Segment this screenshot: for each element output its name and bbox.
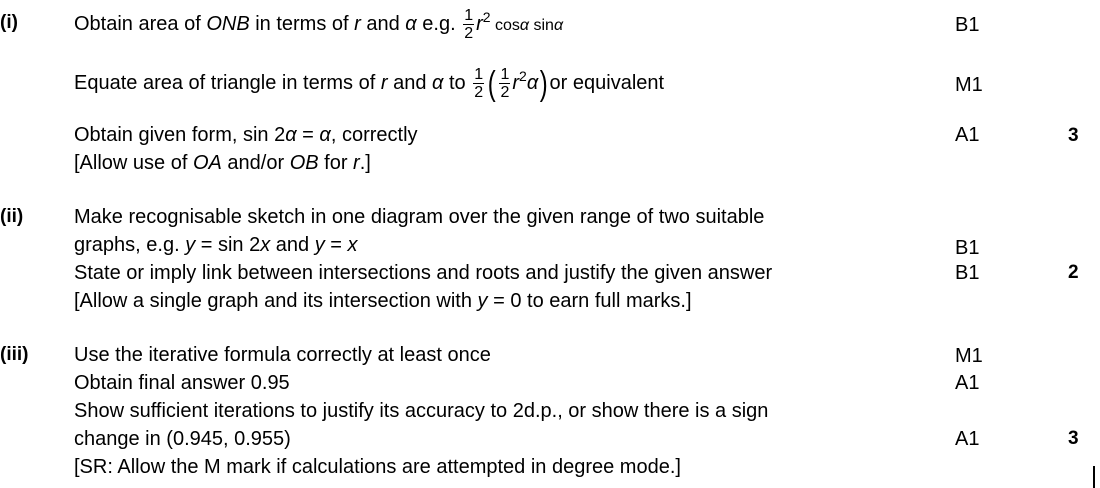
part-ii-line-4: [Allow a single graph and its intersection with y = 0 to earn full marks.] [74,290,692,312]
part-iii-line-2: Obtain final answer 0.95 [74,372,290,394]
text-cursor [1093,466,1095,488]
left-paren: ( [487,64,496,103]
right-paren: ) [539,64,548,103]
part-i-line-2: Equate area of triangle in terms of r and α to $\frac{1}{2}$ ( $\frac{1}{2}$ $r^2\alpha)or$ equivalent [74,64,665,103]
mark-iii-3: A1 [955,428,980,450]
part-i-line-1: Obtain area of ONB in terms of r and α e.g. $\frac{1}{2}$ $r^2$ cosα sinα [74,7,564,43]
total-i: 3 [1068,125,1079,146]
part-label-ii: (ii) [0,206,24,227]
part-label-i: (i) [0,12,18,33]
part-ii-line-1: Make recognisable sketch in one diagram over the given range of two suitable [74,206,765,228]
mark-ii-2: B1 [955,262,980,284]
part-iii-line-5: [SR: Allow the M mark if calculations are attempted in degree mode.] [74,456,681,478]
mark-iii-2: A1 [955,372,980,394]
part-ii-line-2: graphs, e.g. y = sin 2x and y = x [74,234,358,256]
part-i-line-3: Obtain given form, sin 2α = α, correctly [74,124,418,146]
total-iii: 3 [1068,428,1079,449]
mark-iii-1: M1 [955,345,983,367]
part-ii-line-3: State or imply link between intersections and roots and justify the given answer [74,262,773,284]
part-iii-line-1: Use the iterative formula correctly at least once [74,344,491,366]
mark-ii-1: B1 [955,237,980,259]
mark-i-3: A1 [955,124,980,146]
part-label-iii: (iii) [0,344,29,365]
fraction-half-inner: $\frac{1}{2}$ [500,66,510,102]
fraction-half: $\frac{1}{2}$ [464,7,474,43]
mark-i-1: B1 [955,14,980,36]
part-iii-line-3: Show sufficient iterations to justify its accuracy to 2d.p., or show there is a sign [74,400,769,422]
total-ii: 2 [1068,262,1079,283]
part-i-line-4: [Allow use of OA and/or OB for r.] [74,152,371,174]
fraction-half-outer: $\frac{1}{2}$ [474,66,484,102]
mark-i-2: M1 [955,74,983,96]
part-iii-line-4: change in (0.945, 0.955) [74,428,291,450]
